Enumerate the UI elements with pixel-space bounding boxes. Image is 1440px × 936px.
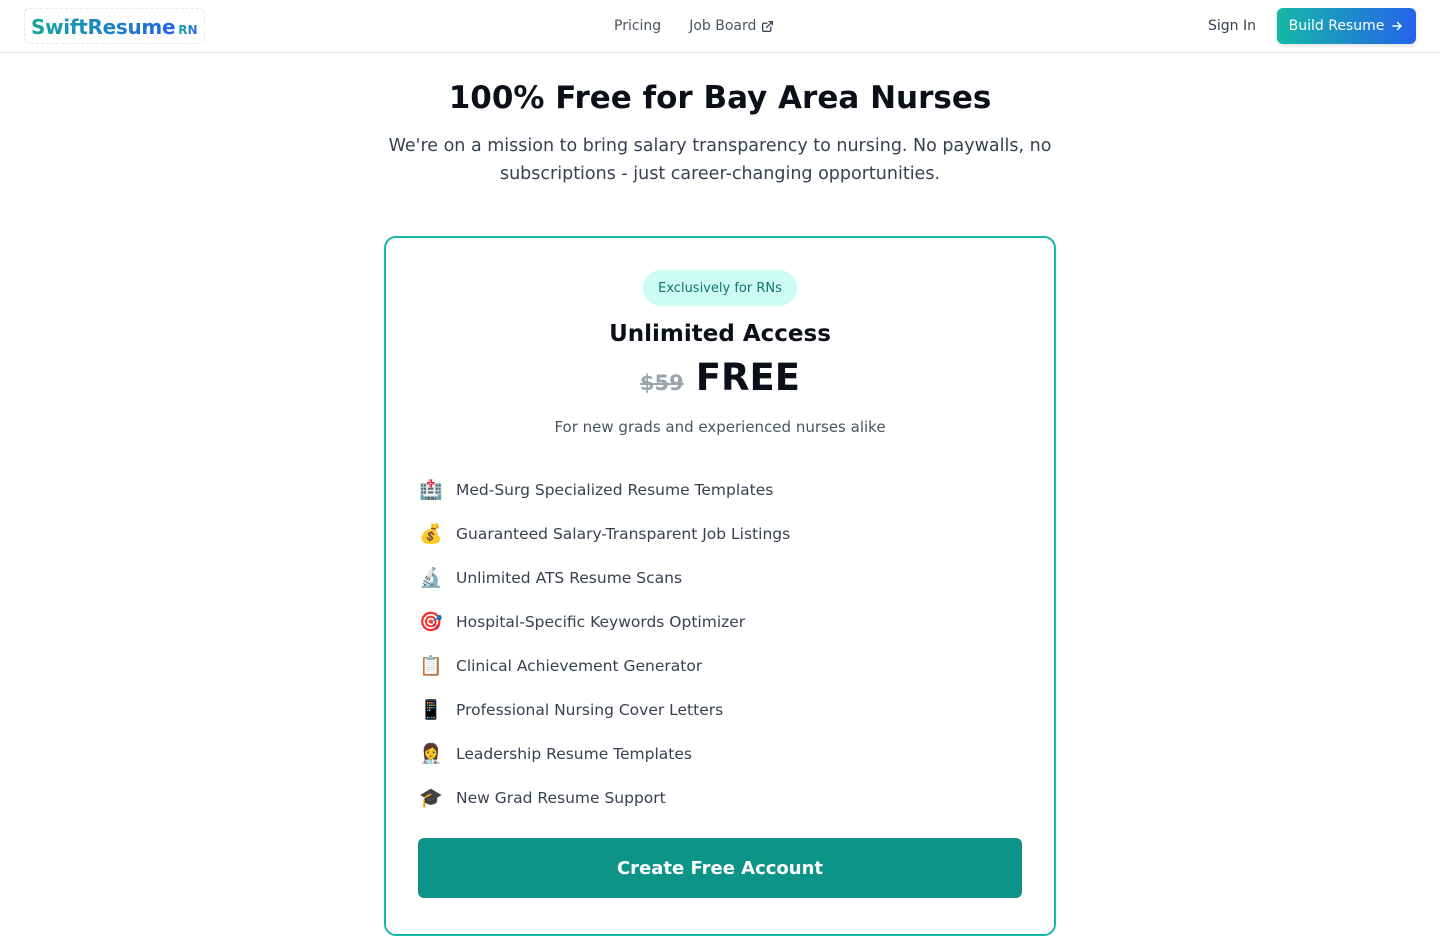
graduation-cap-icon: 🎓 [419,787,443,809]
health-worker-icon: 👩‍⚕️ [419,743,443,765]
list-item [418,600,1022,644]
feature-list [418,468,1022,820]
plan-badge: Exclusively for RNs [643,270,797,306]
build-resume-button[interactable] [1277,8,1416,44]
page-title: 100% Free for Bay Area Nurses [448,80,992,116]
logo-wordmark: SwiftResume [31,9,175,45]
main-nav [614,0,774,52]
arrow-right-icon [1390,19,1404,33]
plan-description: For new grads and experienced nurses alike [554,418,886,436]
list-item [418,644,1022,688]
price-row [386,356,1054,399]
original-price: $59 [639,371,684,395]
logo-suffix: RN [178,12,197,48]
build-resume-label: Build Resume [1288,18,1385,34]
feature-label: New Grad Resume Support [456,789,666,807]
feature-label: Unlimited ATS Resume Scans [456,569,683,587]
nav-pricing-label: Pricing [614,18,662,34]
list-item [418,512,1022,556]
nav-pricing-link[interactable] [614,18,661,34]
feature-label: Leadership Resume Templates [456,745,692,763]
plan-title: Unlimited Access [609,321,831,347]
logo[interactable] [24,8,205,44]
target-icon: 🎯 [419,611,443,633]
feature-label: Med-Surg Specialized Resume Templates [456,481,774,499]
list-item [418,776,1022,820]
list-item [418,556,1022,600]
hospital-icon: 🏥 [419,479,443,501]
page-subtitle: We're on a mission to bring salary transparency to nursing. No paywalls, no subscriptions - just career-changing opportunities. [388,136,1052,184]
nav-job-board-label: Job Board [689,18,757,34]
feature-label: Professional Nursing Cover Letters [456,701,724,719]
pricing-card [384,236,1056,936]
microscope-icon: 🔬 [419,567,443,589]
current-price: FREE [695,356,801,399]
list-item [418,732,1022,776]
feature-label: Clinical Achievement Generator [456,657,703,675]
clipboard-icon: 📋 [419,655,443,677]
feature-label: Guaranteed Salary-Transparent Job Listings [456,525,791,543]
external-link-icon [761,20,774,33]
top-navbar [0,0,1440,53]
list-item [418,688,1022,732]
list-item [418,468,1022,512]
sign-in-link[interactable]: Sign In [1208,18,1256,34]
feature-label: Hospital-Specific Keywords Optimizer [456,613,746,631]
nav-job-board-link[interactable] [689,18,774,34]
money-bag-icon: 💰 [419,523,443,545]
create-free-account-button[interactable]: Create Free Account [418,838,1022,898]
mobile-phone-icon: 📱 [419,699,443,721]
